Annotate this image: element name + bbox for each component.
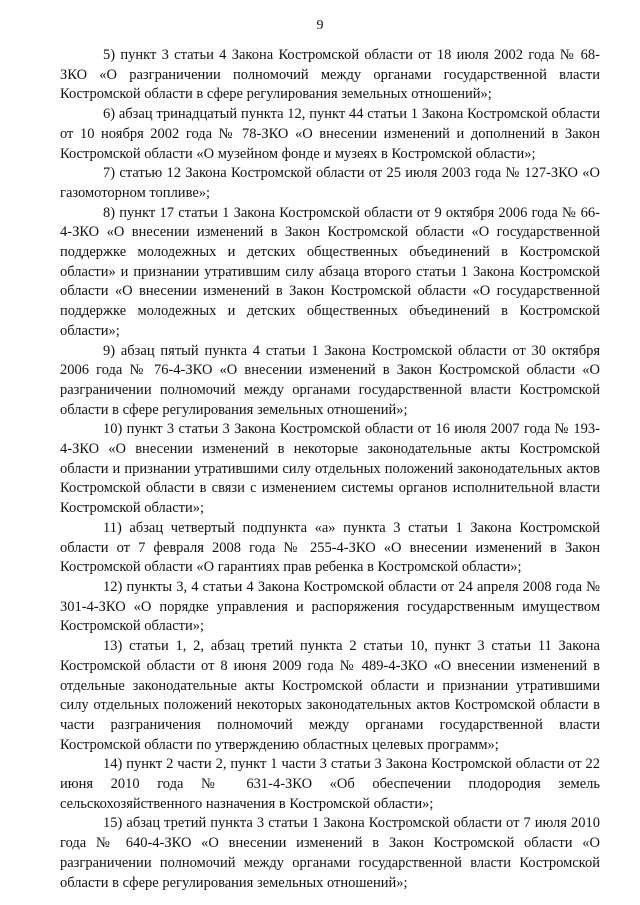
list-item-6: 6) абзац тринадцатый пункта 12, пункт 44 статьи 1 Закона Костромской области от 10 ноября 2002 года № 78-ЗКО «О внесении изменений и дополнений в Закон Костромской области «О музейном фонде и музеях в Костромской области»;	[60, 106, 600, 162]
list-item-7: 7) статью 12 Закона Костромской области от 25 июля 2003 года № 127-ЗКО «О газомоторном топливе»;	[60, 165, 600, 201]
list-item-13: 13) статьи 1, 2, абзац третий пункта 2 статьи 10, пункт 3 статьи 11 Закона Костромской области от 8 июня 2009 года № 489-4-ЗКО «О внесении изменений в отдельные законодательные акты Костромской области и признании утратившими силу отдельных положений некоторых законодательных актов Костромской области в части разграничения полномочий между органами государственной власти Костромской области по утверждению областных целевых программ»;	[60, 638, 600, 753]
list-item-10: 10) пункт 3 статьи 3 Закона Костромской области от 16 июля 2007 года № 193-4-ЗКО «О внесении изменений в некоторые законодательные акты Костромской области и признании утратившими силу отдельных положений законодательных актов Костромской области в связи с изменением системы органов исполнительной власти Костромской области»;	[60, 421, 600, 517]
page-number: 9	[316, 18, 324, 33]
list-item-11: 11) абзац четвертый подпункта «а» пункта 3 статьи 1 Закона Костромской области от 7 февраля 2008 года № 255-4-ЗКО «О внесении изменений в Закон Костромской области «О гарантиях прав ребенка в Костромской области»;	[60, 519, 600, 576]
list-item-12: 12) пункты 3, 4 статьи 4 Закона Костромской области от 24 апреля 2008 года № 301-4-ЗКО «О порядке управления и распоряжения государственным имуществом Костромской области»;	[60, 578, 600, 635]
list-item-15: 15) абзац третий пункта 3 статьи 1 Закона Костромской области от 7 июля 2010 года № 640-4-ЗКО «О внесении изменений в Закон Костромской области «О разграничении полномочий между органами государственной власти Костромской области в сфере регулирования земельных отношений»;	[60, 815, 600, 891]
list-item-8: 8) пункт 17 статьи 1 Закона Костромской области от 9 октября 2006 года № 66-4-ЗКО «О внесении изменений в Закон Костромской области «О государственной поддержке молодежных и детских общественных объединений в Костромской области» и признании утратившим силу абзаца второго статьи 1 Закона Костромской области «О внесении изменений в Закон Костромской области «О государственной поддержке молодежных и детских общественных объединений в Костромской области»;	[60, 204, 600, 339]
list-item-14: 14) пункт 2 части 2, пункт 1 части 3 статьи 3 Закона Костромской области от 22 июня 2010 года № 631-4-ЗКО «Об обеспечении плодородия земель сельскохозяйственного назначения в Костромской области»;	[60, 756, 600, 812]
list-item-5: 5) пункт 3 статьи 4 Закона Костромской области от 18 июля 2002 года № 68-ЗКО «О разграничении полномочий между органами государственной власти Костромской области в сфере регулирования земельных отношений»;	[60, 47, 600, 103]
document-body	[60, 46, 600, 893]
list-item-9: 9) абзац пятый пункта 4 статьи 1 Закона Костромской области от 30 октября 2006 года № 76-4-ЗКО «О внесении изменений в Закон Костромской области «О разграничении полномочий между органами государственной власти Костромской области в сфере регулирования земельных отношений»;	[60, 342, 600, 418]
